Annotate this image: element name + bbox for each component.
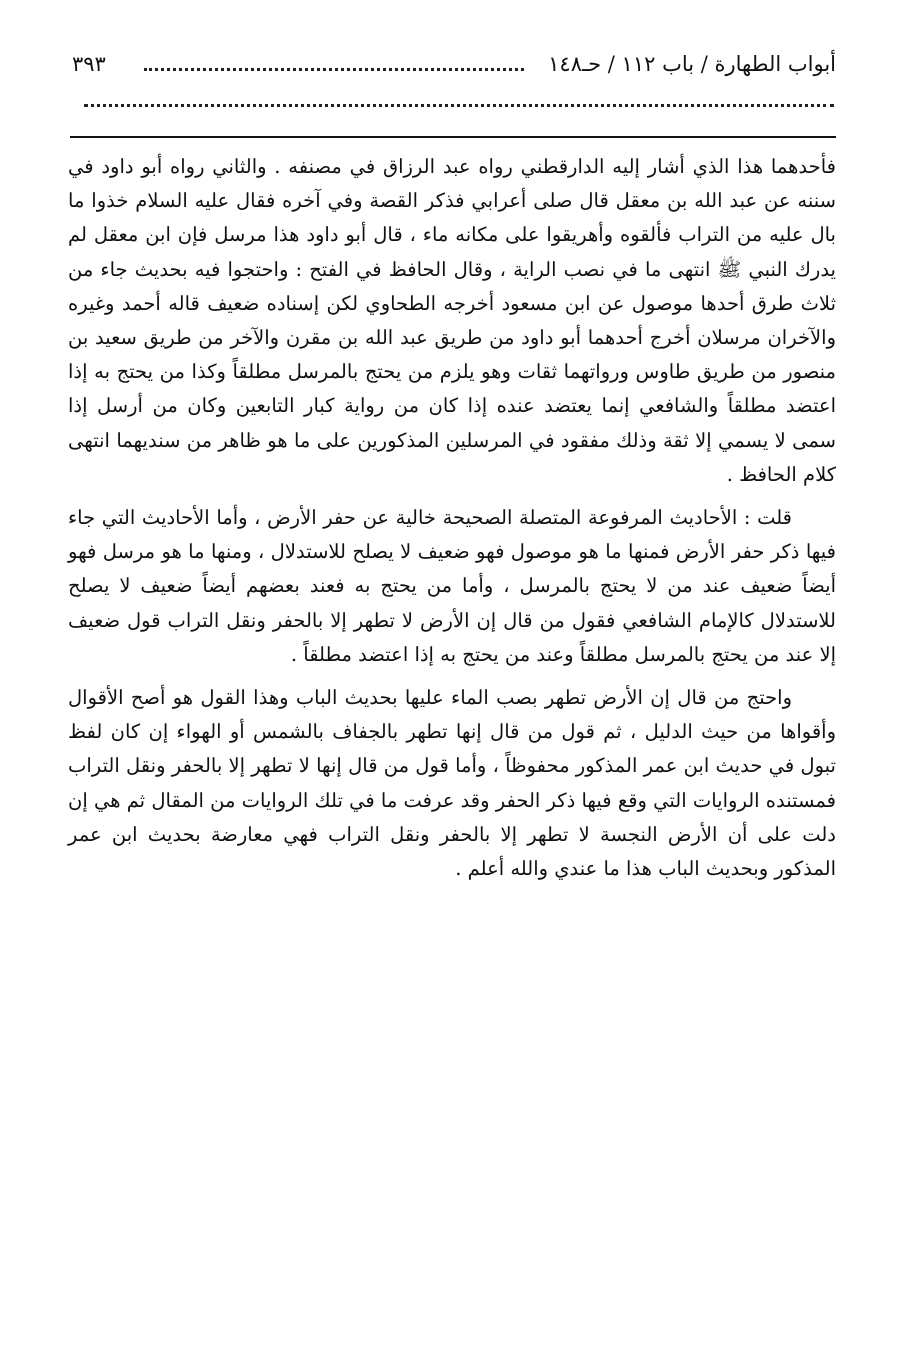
running-header (72, 46, 836, 82)
dotted-divider (84, 104, 834, 107)
paragraph-1: فأحدهما هذا الذي أشار إليه الدارقطني رواه عبد الرزاق في مصنفه . والثاني رواه أبو داود في سننه عن عبد الله بن معقل قال صلى أعرابي فذكر القصة وفي آخره فقال عليه السلام خذوا ما بال عليه من التراب فألقوه وأهريقوا على مكانه ماء ، قال أبو داود هذا مرسل فإن ابن معقل لم يدرك النبي ﷺ انتهى ما في نصب الراية ، وقال الحافظ في الفتح : واحتجوا فيه بحديث جاء من ثلاث طرق أحدها موصول عن ابن مسعود أخرجه الطحاوي لكن إسناده ضعيف قاله أحمد وغيره والآخران مرسلان أخرج أحدهما أبو داود من طريق عبد الله بن مقرن والآخر من طريق سعيد بن منصور من طريق طاوس ورواتهما ثقات وهو يلزم من يحتج بالمرسل مطلقاً وكذا من يحتج به إذا اعتضد مطلقاً والشافعي إنما يعتضد عنده إذا كان من رواية كبار التابعين وكان من أرسل إذا سمى لا يسمي إلا ثقة وذلك مفقود في المرسلين المذكورين على ما هو ظاهر من سنديهما انتهى كلام الحافظ . (68, 155, 836, 486)
body-text (68, 150, 836, 895)
solid-divider (70, 136, 836, 138)
page-number: ٣٩٣ (72, 52, 106, 76)
paragraph-2: قلت : الأحاديث المرفوعة المتصلة الصحيحة خالية عن حفر الأرض ، وأما الأحاديث التي جاء فيها ذكر حفر الأرض فمنها ما هو موصول فهو ضعيف لا يصلح للاستدلال ، ومنها ما هو مرسل فهو أيضاً ضعيف عند من لا يحتج بالمرسل ، وأما من يحتج به فعند بعضهم أيضاً ضعيف لا يصلح للاستدلال كالإمام الشافعي فقول من قال إن الأرض لا تطهر إلا بالحفر ونقل التراب قول ضعيف إلا عند من يحتج بالمرسل مطلقاً وعند من يحتج به إذا اعتضد مطلقاً . (68, 506, 836, 666)
running-header-title: أبواب الطهارة / باب ١١٢ / حـ١٤٨ (548, 52, 836, 76)
paragraph-3: واحتج من قال إن الأرض تطهر بصب الماء عليها بحديث الباب وهذا القول هو أصح الأقوال وأقواها من حيث الدليل ، ثم قول من قال إنها تطهر بالجفاف بالشمس أو الهواء إن كان لفظ تبول في حديث ابن عمر المذكور محفوظاً ، وأما قول من قال إنها لا تطهر إلا بالحفر ونقل التراب فمستنده الروايات التي وقع فيها ذكر الحفر وقد عرفت ما في تلك الروايات من المقال ثم هي إن دلت على أن الأرض النجسة لا تطهر إلا بالحفر ونقل التراب فهي معارضة بحديث ابن عمر المذكور وبحديث الباب هذا ما عندي والله أعلم . (68, 686, 836, 881)
header-dot-leader (144, 50, 524, 71)
